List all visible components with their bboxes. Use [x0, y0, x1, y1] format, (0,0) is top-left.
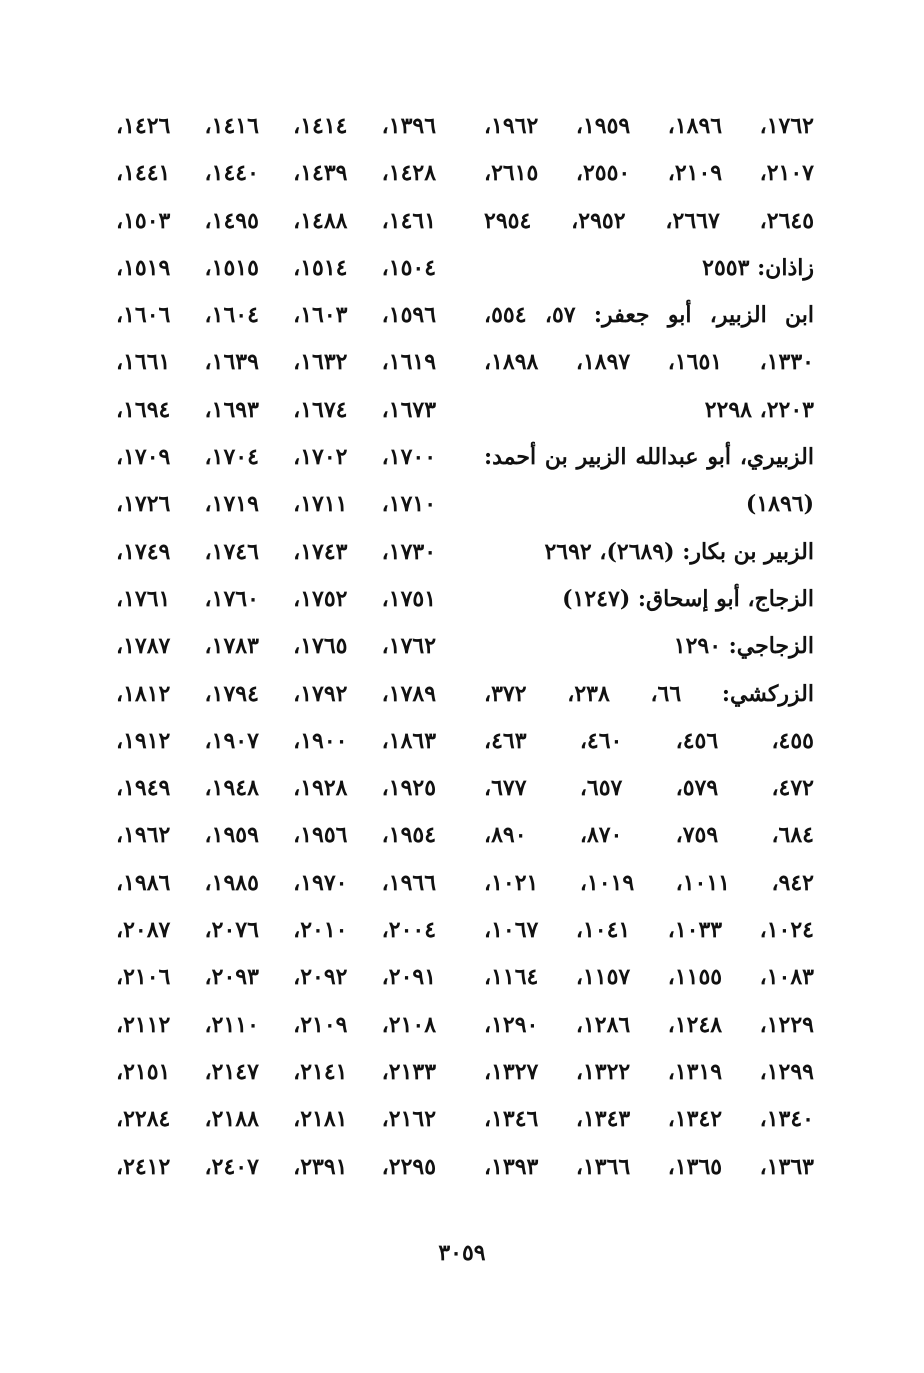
index-line: ٢٢٩٥، ٢٣٩١، ٢٤٠٧، ٢٤١٢،: [116, 1153, 437, 1180]
index-line: ١٣٤٠، ١٣٤٢، ١٣٤٣، ١٣٤٦،: [484, 1106, 814, 1133]
index-line: ١٧٠٠، ١٧٠٢، ١٧٠٤، ١٧٠٩،: [116, 444, 437, 471]
index-column-left: [116, 103, 436, 1191]
index-line: ١٧١٠، ١٧١١، ١٧١٩، ١٧٢٦،: [116, 491, 437, 518]
index-line: ٩٤٢، ١٠١١، ١٠١٩، ١٠٢١،: [484, 869, 814, 896]
index-line: ١٩٦٦، ١٩٧٠، ١٩٨٥، ١٩٨٦،: [116, 869, 437, 896]
index-line: ٢١٣٣، ٢١٤١، ٢١٤٧، ٢١٥١،: [116, 1058, 437, 1085]
index-line: ١٠٢٤، ١٠٣٣، ١٠٤١، ١٠٦٧،: [484, 917, 814, 944]
index-entry-al-zajjaj: الزجاج، أبو إسحاق: (١٢٤٧): [562, 585, 814, 612]
index-line: ١٤٢٨، ١٤٣٩، ١٤٤٠، ١٤٤١،: [116, 160, 437, 187]
index-line: ٢١٦٢، ٢١٨١، ٢١٨٨، ٢٢٨٤،: [116, 1106, 437, 1133]
index-line: ١٢٩٩، ١٣١٩، ١٣٢٢، ١٣٢٧،: [484, 1058, 814, 1085]
index-entry-zadhan: زاذان: ٢٥٥٣: [702, 254, 814, 281]
index-line: ٦٨٤، ٧٥٩، ٨٧٠، ٨٩٠،: [484, 822, 814, 849]
index-line: ١٦٧٣، ١٦٧٤، ١٦٩٣، ١٦٩٤،: [116, 396, 437, 423]
index-line: ٢١٠٨، ٢١٠٩، ٢١١٠، ٢١١٢،: [116, 1011, 437, 1038]
index-column-right: [484, 103, 814, 1191]
index-line: ١٣٣٠، ١٦٥١، ١٨٩٧، ١٨٩٨،: [484, 349, 814, 376]
index-line: ١٧٨٩، ١٧٩٢، ١٧٩٤، ١٨١٢،: [116, 680, 437, 707]
index-line: ١٣٦٣، ١٣٦٥، ١٣٦٦، ١٣٩٣،: [484, 1153, 814, 1180]
index-line: ٢٦٤٥، ٢٦٦٧، ٢٩٥٢، ٢٩٥٤: [484, 207, 815, 234]
index-entry-al-zajjaji: الزجاجي: ١٢٩٠: [673, 633, 814, 660]
index-line: ٢٠٩١، ٢٠٩٢، ٢٠٩٣، ٢١٠٦،: [116, 964, 437, 991]
index-line: ١٧٦٢، ١٧٦٥، ١٧٨٣، ١٧٨٧،: [116, 633, 437, 660]
index-line: ١٧٣٠، ١٧٤٣، ١٧٤٦، ١٧٤٩،: [116, 538, 437, 565]
index-line: ١٧٦٢، ١٨٩٦، ١٩٥٩، ١٩٦٢،: [484, 113, 814, 139]
index-line: ١٦١٩، ١٦٣٢، ١٦٣٩، ١٦٦١،: [116, 349, 437, 376]
index-line: ٤٥٥، ٤٥٦، ٤٦٠، ٤٦٣،: [484, 727, 814, 754]
index-line: ١٢٢٩، ١٢٤٨، ١٢٨٦، ١٢٩٠،: [484, 1011, 814, 1038]
index-line: ١٤٦١، ١٤٨٨، ١٤٩٥، ١٥٠٣،: [116, 207, 437, 234]
index-line: ٢٢٠٣، ٢٢٩٨: [704, 396, 814, 423]
index-line: ٤٧٢، ٥٧٩، ٦٥٧، ٦٧٧،: [484, 775, 814, 802]
index-line: ١٥٠٤، ١٥١٤، ١٥١٥، ١٥١٩،: [116, 254, 437, 281]
index-line: ٢٠٠٤، ٢٠١٠، ٢٠٧٦، ٢٠٨٧،: [116, 917, 437, 944]
index-line: ١٥٩٦، ١٦٠٣، ١٦٠٤، ١٦٠٦،: [116, 302, 437, 329]
index-line: ١٩٥٤، ١٩٥٦، ١٩٥٩، ١٩٦٢،: [116, 822, 437, 849]
page-number: ٣٠٥٩: [438, 1240, 486, 1266]
index-line: ١٧٥١، ١٧٥٢، ١٧٦٠، ١٧٦١،: [116, 585, 437, 612]
index-line: ١٩٢٥، ١٩٢٨، ١٩٤٨، ١٩٤٩،: [116, 775, 437, 802]
index-line: ١٨٦٣، ١٩٠٠، ١٩٠٧، ١٩١٢،: [116, 727, 437, 754]
index-entry-al-zarkashi: الزركشي: ٦٦، ٢٣٨، ٣٧٢،: [484, 680, 814, 707]
index-line: ١٣٩٦، ١٤١٤، ١٤١٦، ١٤٢٦،: [116, 113, 437, 139]
index-line: ١٠٨٣، ١١٥٥، ١١٥٧، ١١٦٤،: [484, 964, 814, 991]
index-line: ٢١٠٧، ٢١٠٩، ٢٥٥٠، ٢٦١٥،: [484, 160, 814, 187]
index-entry-al-zubayri: الزبيري، أبو عبدالله الزبير بن أحمد:: [484, 444, 814, 471]
index-entry-al-zubayr-ibn-bakkar: الزبير بن بكار: (٢٦٨٩)، ٢٦٩٢: [544, 538, 814, 565]
index-line: (١٨٩٦): [745, 491, 814, 518]
index-entry-ibn-al-zubayr: ابن الزبير، أبو جعفر: ٥٧، ٥٥٤،: [484, 302, 815, 329]
